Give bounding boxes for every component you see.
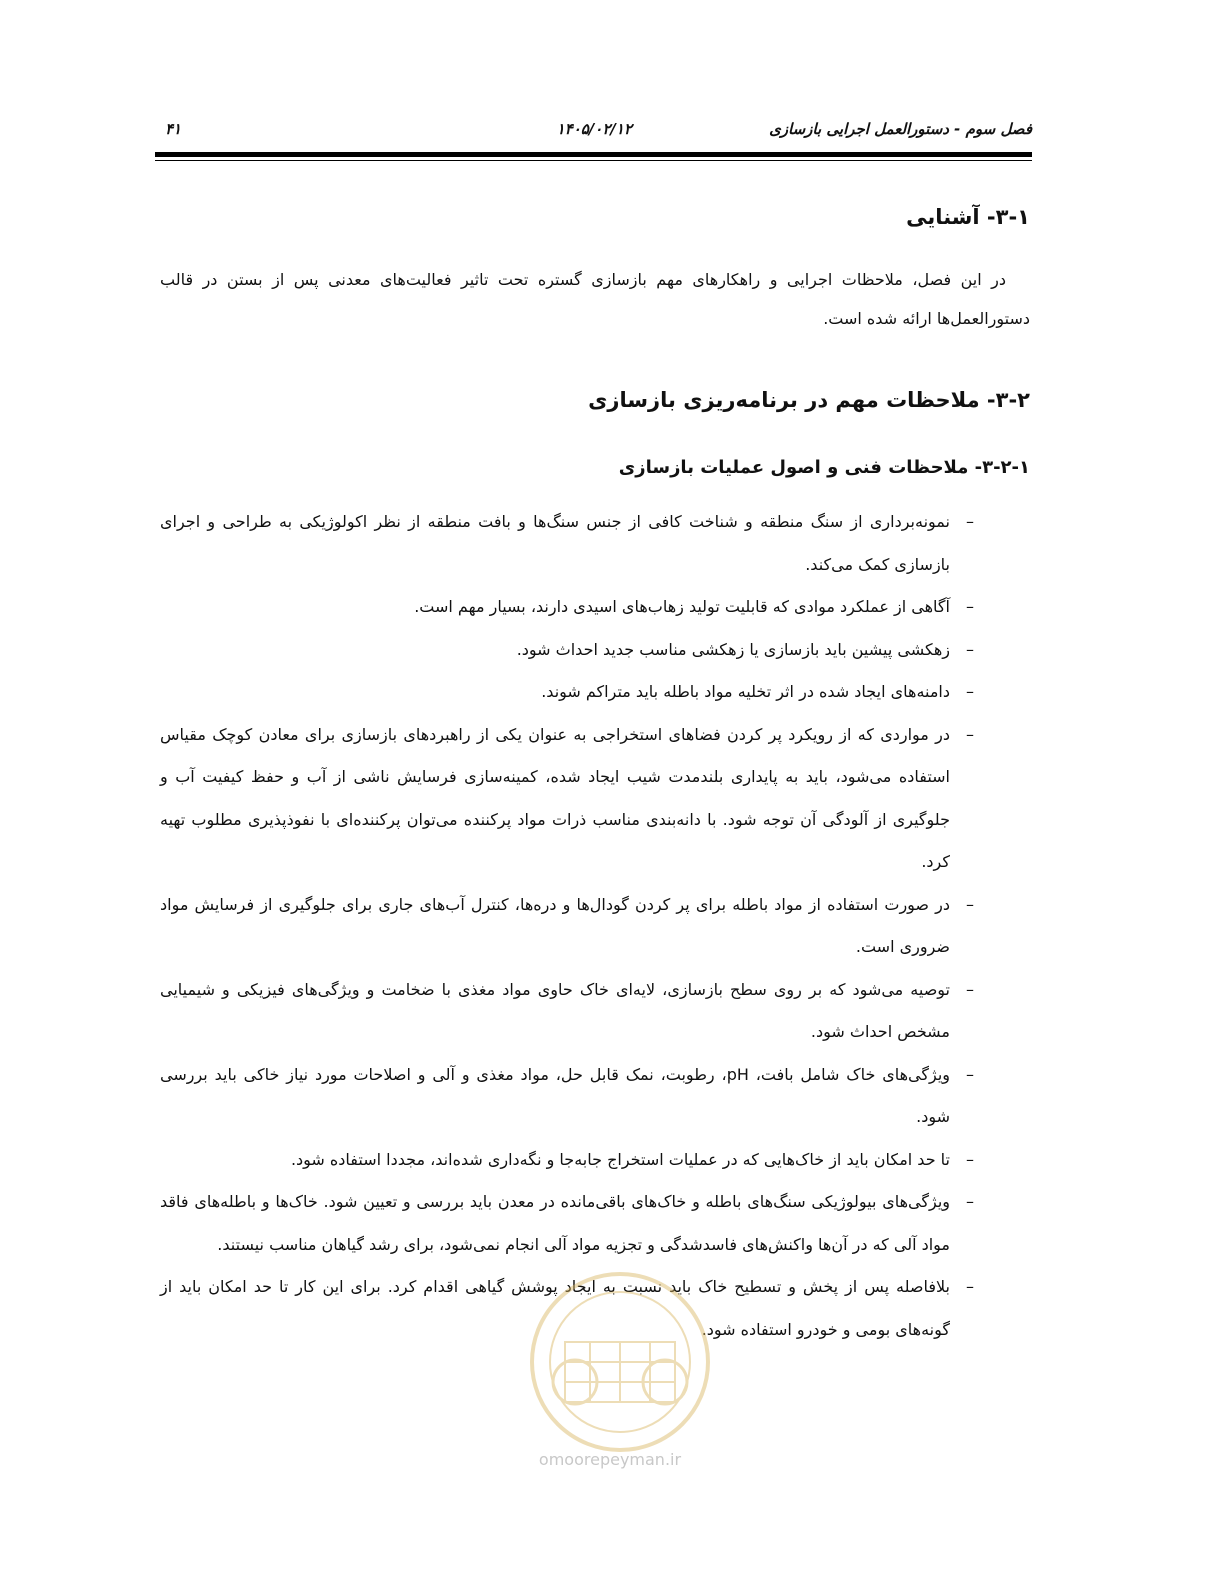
list-item bbox=[160, 969, 1030, 1054]
list-item bbox=[160, 501, 1030, 586]
list-item bbox=[160, 586, 1030, 629]
list-item-text: در صورت استفاده از مواد باطله برای پر کردن گودال‌ها و دره‌ها، کنترل آب‌های جاری برای جلوگیری از فرسایش مواد ضروری است. bbox=[160, 894, 950, 956]
list-item-text: آگاهی از عملکرد موادی که قابلیت تولید زهاب‌های اسیدی دارند، بسیار مهم است. bbox=[414, 597, 950, 616]
dash-marker: – bbox=[966, 512, 974, 531]
subsection-heading-technical: ۳-۲-۱- ملاحظات فنی و اصول عملیات بازسازی bbox=[618, 457, 1030, 478]
section-heading-intro: ۳-۱- آشنایی bbox=[906, 205, 1030, 229]
header-date: ۱۴۰۵/۰۲/۱۲ bbox=[556, 120, 632, 138]
dash-marker: – bbox=[966, 1149, 974, 1169]
dash-marker: – bbox=[966, 682, 974, 701]
page-header bbox=[155, 120, 1032, 148]
dash-marker: – bbox=[966, 894, 974, 914]
watermark-url: omoorepeyman.ir bbox=[538, 1450, 682, 1469]
dash-marker: – bbox=[966, 1277, 974, 1296]
intro-paragraph: در این فصل، ملاحظات اجرایی و راهکارهای مهم بازسازی گستره تحت تاثیر فعالیت‌های معدنی پس از بستن در قالب دستورالعمل‌ها ارائه شده است. bbox=[160, 270, 1030, 328]
dash-marker: – bbox=[966, 639, 974, 659]
list-item bbox=[160, 1054, 1030, 1139]
list-item-text: تا حد امکان باید از خاک‌هایی که در عملیات استخراج جابه‌جا و نگه‌داری شده‌اند، مجددا استفاده شود. bbox=[290, 1149, 950, 1169]
list-item-text: دامنه‌های ایجاد شده در اثر تخلیه مواد باطله باید متراکم شوند. bbox=[541, 682, 950, 701]
list-item-text: بلافاصله پس از پخش و تسطیح خاک باید نسبت به ایجاد پوشش گیاهی اقدام کرد. برای این کار تا حد امکان باید از گونه‌های بومی و خودرو استفاده شود. bbox=[160, 1277, 950, 1339]
list-item bbox=[160, 671, 1030, 714]
list-item-text: ویژگی‌های بیولوژیکی سنگ‌های باطله و خاک‌های باقی‌مانده در معدن باید بررسی و تعیین شود. خاک‌ها و باطله‌های فاقد مواد آلی که در آن‌ها واکنش‌های فاسدشدگی و تجزیه مواد آلی انجام نمی‌شود، برای رشد گیاهان مناسب نیستند. bbox=[160, 1192, 950, 1254]
list-item bbox=[160, 714, 1030, 884]
bullet-list bbox=[160, 501, 1030, 1351]
list-item-text: زهکشی پیشین باید بازسازی یا زهکشی مناسب جدید احداث شود. bbox=[516, 639, 950, 659]
list-item bbox=[160, 884, 1030, 969]
dash-marker: – bbox=[966, 1192, 974, 1211]
list-item bbox=[160, 1181, 1030, 1266]
list-item-text: نمونه‌برداری از سنگ منطقه و شناخت کافی از جنس سنگ‌ها و بافت منطقه از نظر اکولوژیکی به طراحی و اجرای بازسازی کمک می‌کند. bbox=[160, 512, 950, 574]
list-item-text: توصیه می‌شود که بر روی سطح بازسازی، لایه‌ای خاک حاوی مواد مغذی با ضخامت و ویژگی‌های فیزیکی و شیمیایی مشخص احداث شود. bbox=[160, 979, 950, 1041]
chapter-title: فصل سوم - دستورالعمل اجرایی بازسازی bbox=[769, 120, 1032, 138]
page-number: ۴۱ bbox=[165, 120, 182, 138]
dash-marker: – bbox=[966, 1064, 974, 1084]
dash-marker: – bbox=[966, 979, 974, 999]
list-item-text: ویژگی‌های خاک شامل بافت، pH، رطوبت، نمک قابل حل، مواد مغذی و آلی و اصلاحات مورد نیاز خاکی باید بررسی شود. bbox=[160, 1064, 950, 1126]
dash-marker: – bbox=[966, 724, 974, 744]
list-item bbox=[160, 1139, 1030, 1182]
dash-marker: – bbox=[966, 597, 974, 616]
header-rule-thin bbox=[155, 160, 1032, 161]
section-heading-considerations: ۳-۲- ملاحظات مهم در برنامه‌ریزی بازسازی bbox=[588, 388, 1030, 412]
list-item bbox=[160, 629, 1030, 672]
list-item-text: در مواردی که از رویکرد پر کردن فضاهای استخراجی به عنوان یکی از راهبردهای بازسازی برای معادن کوچک مقیاس استفاده می‌شود، باید به پایداری بلندمدت شیب ایجاد شده، کمینه‌سازی فرسایش ناشی از آب و حفظ کیفیت آب و جلوگیری از آلودگی آن توجه شود. با دانه‌بندی مناسب ذرات مواد پرکننده می‌توان پرکننده‌ای با نفوذپذیری مطلوب تهیه کرد. bbox=[160, 724, 950, 871]
header-rule-thick bbox=[155, 152, 1032, 157]
watermark-logo bbox=[505, 1262, 735, 1462]
